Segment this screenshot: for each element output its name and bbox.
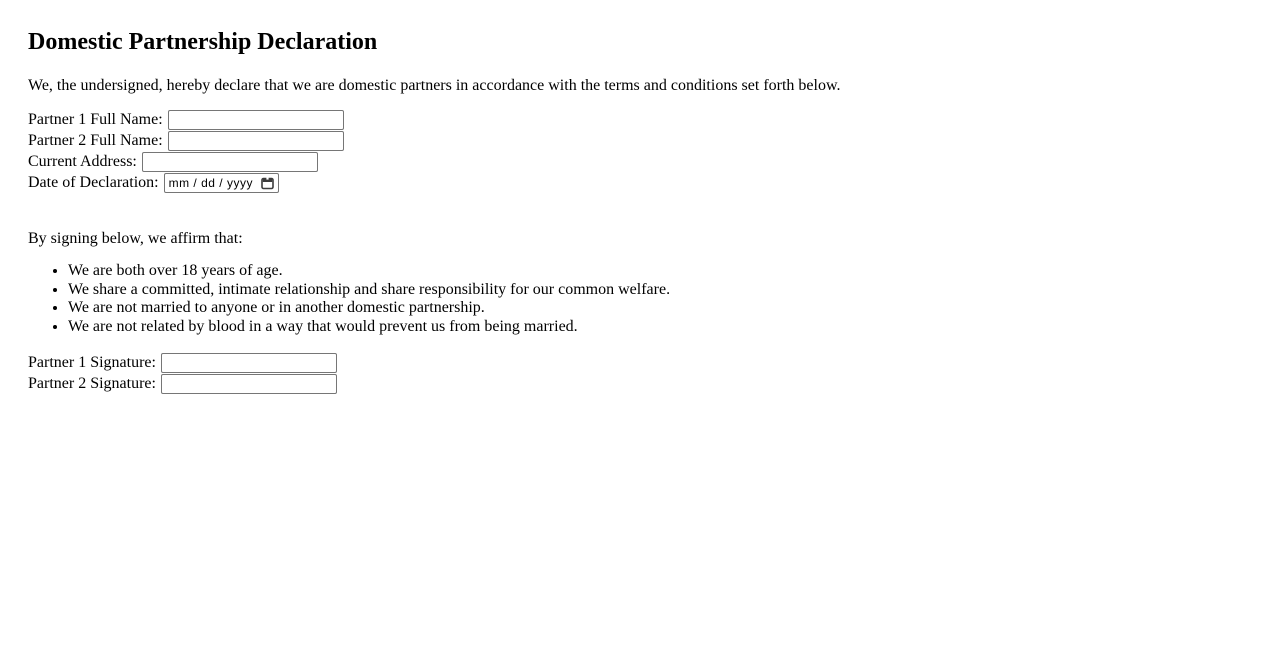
partner1-signature-label: Partner 1 Signature: xyxy=(28,353,156,371)
date-label: Date of Declaration: xyxy=(28,174,159,191)
partner2-signature-label: Partner 2 Signature: xyxy=(28,374,156,392)
partner1-signature-input[interactable] xyxy=(161,353,337,373)
affirmation-item: • We are not related by blood in a way that would prevent us from being married. xyxy=(68,318,1250,337)
form-row-address xyxy=(28,152,1250,173)
signature-block xyxy=(28,352,1250,394)
partner2-name-input[interactable] xyxy=(168,131,344,151)
partner1-name-input[interactable] xyxy=(168,110,344,130)
address-input[interactable] xyxy=(142,152,318,172)
intro-text: We, the undersigned, hereby declare that we are domestic partners in accordance with the terms and conditions set forth below. xyxy=(28,77,841,94)
calendar-icon[interactable] xyxy=(261,176,274,190)
date-input[interactable] xyxy=(164,173,279,193)
affirmation-item: • We are not married to anyone or in another domestic partnership. xyxy=(68,299,1250,318)
date-placeholder-text: mm / dd / yyyy xyxy=(168,176,253,190)
form-row-date xyxy=(28,173,1250,194)
form-row-partner1-signature xyxy=(28,352,1250,373)
affirmation-item: • We share a committed, intimate relationship and share responsibility for our common welfare. xyxy=(68,281,1250,300)
form-row-partner2-name xyxy=(28,131,1250,152)
affirmation-list xyxy=(28,262,1250,336)
form-row-partner2-signature xyxy=(28,373,1250,394)
partnership-form xyxy=(28,110,1250,395)
affirmation-item: • We are both over 18 years of age. xyxy=(68,262,1250,281)
partner2-name-label: Partner 2 Full Name: xyxy=(28,132,163,149)
form-row-partner1-name xyxy=(28,110,1250,131)
partner2-signature-input[interactable] xyxy=(161,374,337,394)
partner1-name-label: Partner 1 Full Name: xyxy=(28,111,163,128)
address-label: Current Address: xyxy=(28,153,137,170)
page-title: Domestic Partnership Declaration xyxy=(28,29,378,55)
affirm-heading: By signing below, we affirm that: xyxy=(28,229,243,247)
